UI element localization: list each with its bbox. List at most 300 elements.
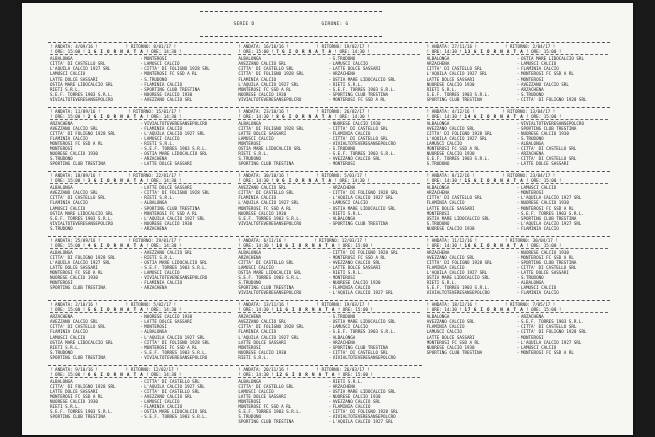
separator: -: [140, 146, 143, 152]
home-team: ALBALONGA: [426, 120, 450, 126]
round-box: [425, 300, 610, 364]
round-title-line: ! ORE: 14:30 ! 10 G I O R N A T A ! ORE: 15:00 !: [238, 243, 419, 249]
home-team: SPORTING CLUB TRESTINA: [50, 161, 106, 167]
home-team: S.TRUDONO: [50, 349, 73, 355]
away-team: SPORTING CLUB TRESTINA: [520, 125, 577, 131]
home-team: CITTA' DI FOLIGNO 1928 SRL: [426, 130, 493, 136]
away-team: LATTE DOLCE SASSARI: [144, 185, 193, 191]
round-dates-line: ! ANDATA: 4/12/16 ! ! RITORNO: 13/04/17 !: [426, 108, 556, 114]
home-team: NUORESE CALCIO 1930: [238, 349, 287, 355]
away-team: MONTEROSI FC SSD A RL: [144, 344, 198, 350]
separator: -: [328, 280, 332, 286]
away-team: LATTE DOLCE SASSARI: [332, 264, 381, 270]
separator: -: [140, 409, 143, 415]
giornata-label: G I O R N A T A: [93, 49, 144, 55]
round-number: 13: [464, 49, 472, 55]
away-team: CITTA' DI FOLIGNO 1928 SRL: [332, 249, 399, 255]
round-title-line: ! ORE: 14:30 ! 16 G I O R N A T A ! ORE: 15:00 !: [427, 243, 608, 249]
away-team: S.TRUDONO: [332, 146, 356, 152]
away-team: ARZACHENA: [520, 151, 544, 157]
away-team: SPORTING CLUB TRESTINA: [332, 220, 389, 226]
separator: -: [516, 205, 520, 211]
round-number: 17: [464, 307, 472, 313]
away-team: LAMUSCI CALCIO: [144, 135, 180, 141]
home-team: OSTIA MARE LIDOCALCIO SRL: [238, 146, 302, 152]
away-team: MONTEROSI FC SSD A RL: [520, 349, 574, 355]
away-team: LAMUSCI CALCIO: [332, 61, 368, 67]
home-team: NUORESE CALCIO 1930: [426, 151, 475, 157]
separator: -: [328, 96, 332, 102]
round-title-line: ! ORE: 15:00 ! 1 G I O R N A T A ! ORE: 14:30 !: [50, 49, 231, 55]
away-team: CITTA' DI CASTELLO SRL: [144, 378, 200, 384]
away-team: LAMUSCI CALCIO: [144, 270, 180, 276]
separator: -: [516, 76, 520, 82]
away-team: RIETI S.R.L.: [332, 210, 363, 216]
separator: -: [328, 275, 332, 281]
away-team: ALBALONGA: [332, 215, 356, 221]
home-team: ALBALONGA: [50, 249, 73, 255]
andata-date: 27/11/16: [451, 44, 473, 49]
away-team: RIETI S.R.L.: [144, 254, 175, 260]
away-team: FLAMINIA CALCIO: [332, 130, 371, 136]
away-team: MONTEROSI FC SSD A RL: [144, 71, 198, 77]
home-team: RIETI S.R.L.: [426, 280, 457, 286]
separator: -: [516, 264, 520, 270]
home-team: CITTA' DI FOLIGNO 1928 SRL: [426, 259, 493, 265]
home-team: ARZACHENA: [426, 190, 450, 196]
away-team: S.E.F. TORRES 1903 S.R.L.: [144, 146, 208, 152]
andata-date: 4/12/16: [451, 108, 470, 114]
schedule-page: [22, 3, 633, 435]
round-box: [236, 42, 421, 106]
round-box: [236, 171, 421, 235]
separator: -: [140, 185, 143, 191]
away-team: CITTA' DI CASTELLO SRL: [332, 349, 389, 355]
home-team: S.TRUDONO: [238, 414, 262, 420]
home-team: LATTE DOLCE SASSARI: [50, 76, 98, 82]
away-team: VIVIALTOTEVERESANSEPOLCRO: [332, 414, 396, 420]
round-number: 5: [87, 307, 92, 313]
away-team: LAMUSCI CALCIO: [144, 61, 180, 67]
away-team: FLAMINIA CALCIO: [144, 81, 183, 87]
separator: -: [516, 81, 520, 87]
away-team: ARZACHENA: [144, 225, 167, 231]
away-team: OSTIA MARE LIDOCALCIO SRL: [332, 319, 396, 325]
separator: -: [328, 215, 332, 221]
ritorno-date: 15/01/17: [155, 108, 177, 114]
away-team: NUORESE CALCIO 1930: [144, 220, 193, 226]
match-row: [427, 350, 608, 355]
separator: -: [328, 220, 332, 226]
separator: -: [328, 285, 332, 291]
home-team: RIETI S.R.L.: [426, 86, 457, 92]
ore-andata: 15:00: [67, 242, 81, 248]
round-box: [236, 365, 421, 429]
round-box: [425, 107, 610, 171]
away-team: CITTA' DI CASTELLO SRL: [520, 156, 577, 162]
separator: -: [140, 61, 143, 67]
separator: -: [328, 190, 332, 196]
away-team: AVEZZANO CALCIO SRL: [332, 399, 381, 405]
away-team: ARZACHENA: [332, 383, 356, 389]
andata-date: 16/10/16: [263, 44, 284, 49]
round-dates-line: ! ANDATA: 4/09/16 ! ! RITORNO: 8/01/17 !: [50, 44, 177, 49]
home-team: NUORESE CALCIO 1930: [426, 81, 475, 87]
separator: -: [140, 275, 143, 281]
home-team: MONTEROSI FC SSD A RL: [238, 86, 292, 92]
home-team: SPORTING CLUB TRESTINA: [238, 285, 294, 291]
round-box: [48, 171, 233, 235]
round-box: [236, 300, 421, 364]
separator: -: [140, 200, 143, 206]
separator: -: [328, 319, 332, 325]
home-team: AVEZZANO CALCIO SRL: [50, 319, 98, 325]
andata-date: 6/11/16: [263, 237, 282, 243]
home-team: S.E.F. TORRES 1903 S.R.L.: [238, 409, 302, 415]
home-team: S.E.F. TORRES 1903 S.R.L.: [426, 285, 490, 291]
round-title-line: ! ORE: 14:30 ! 13 G I O R N A T A ! ORE: 15:00 !: [427, 49, 608, 55]
round-box: [425, 171, 610, 235]
home-team: MONTEROSI FC SSD A RL: [238, 205, 292, 211]
round-box: [48, 42, 233, 106]
away-team: NUORESE CALCIO 1930: [332, 120, 381, 126]
home-team: ALBALONGA: [50, 56, 73, 62]
away-team: MONTEROSI FC SSD A RL: [520, 254, 574, 260]
separator: -: [140, 324, 143, 330]
andata-date: 11/09/16: [75, 108, 96, 114]
home-team: FLAMINIA CALCIO: [426, 200, 465, 206]
match-row: [238, 161, 419, 166]
serie-label: SERIE D: [233, 21, 255, 27]
home-team: AVEZZANO CALCIO SRL: [50, 125, 98, 131]
away-team: OSTIA MARE LIDOCALCIO SRL: [520, 56, 584, 62]
away-team: S.E.F. TORRES 1903 S.R.L.: [332, 86, 396, 92]
separator: -: [516, 91, 520, 97]
separator: -: [516, 254, 520, 260]
home-team: MONTEROSI: [426, 210, 450, 216]
home-team: NUORESE CALCIO 1930: [50, 275, 98, 281]
round-number: 11: [276, 307, 283, 313]
away-team: RIETI S.R.L.: [332, 81, 363, 87]
andata-date: 8/12/16: [451, 173, 470, 178]
separator: -: [516, 141, 520, 147]
away-team: CITTA' DI FOLIGNO 1928 SRL: [332, 190, 399, 196]
match-row: [238, 221, 419, 226]
home-team: VIVIALTOTEVERESANSEPOLCRO: [238, 220, 302, 226]
ore-andata: 15:00: [256, 49, 269, 55]
andata-date: 11/12/16: [451, 237, 473, 243]
home-team: S.TRUDONO: [50, 225, 73, 231]
away-team: OSTIA MARE LIDOCALCIO SRL: [332, 388, 396, 394]
home-team: L'AQUILA CALCIO 1927 SRL: [426, 270, 488, 276]
separator: -: [516, 125, 520, 131]
separator: -: [140, 141, 143, 147]
home-team: MONTEROSI: [50, 146, 73, 152]
separator: -: [140, 314, 143, 320]
home-team: AVEZZANO CALCIO SRL: [426, 319, 475, 325]
away-team: S.E.F. TORRES 1903 S.R.L.: [144, 414, 208, 420]
home-team: S.TRUDONO: [426, 220, 450, 226]
round-number: 4: [87, 242, 92, 248]
away-team: L'AQUILA CALCIO 1927 SRL: [520, 220, 582, 226]
ore-andata: 14:30: [444, 307, 457, 313]
separator: -: [516, 71, 520, 77]
andata-date: 18/09/16: [75, 173, 96, 178]
separator: -: [328, 329, 332, 335]
separator: -: [328, 210, 332, 216]
separator: -: [328, 249, 332, 255]
separator: -: [328, 393, 332, 399]
ritorno-date: 19/02/17: [344, 44, 365, 49]
home-team: LATTE DOLCE SASSARI: [238, 339, 287, 345]
home-team: MONTEROSI FC SSD A RL: [238, 404, 292, 410]
home-team: FLAMINIA CALCIO: [50, 329, 88, 335]
giornata-label: G I O R N A T A: [285, 307, 336, 313]
home-team: LATTE DOLCE SASSARI: [426, 205, 475, 211]
away-team: SPORTING CLUB TRESTINA: [332, 91, 389, 97]
away-team: CITTA' DI CASTELLO SRL: [520, 146, 577, 152]
home-team: ARZACHENA: [426, 249, 450, 255]
match-row: [50, 285, 231, 290]
separator: -: [328, 200, 332, 206]
away-team: LAMUSCI CALCIO: [332, 324, 368, 330]
separator: -: [140, 344, 143, 350]
separator: -: [328, 270, 332, 276]
away-team: LAMUSCI CALCIO: [520, 185, 557, 191]
home-team: SPORTING CLUB TRESTINA: [50, 414, 106, 420]
away-team: SPORTING CLUB TRESTINA: [520, 215, 577, 221]
home-team: FLAMINIA CALCIO: [50, 200, 88, 206]
away-team: MONTEROSI FC SSD A RL: [520, 71, 574, 77]
ore-ritorno: 14:30: [163, 178, 177, 184]
round-dates-line: ! ANDATA: 13/11/16 ! ! RITORNO: 19/03/17 !: [238, 302, 370, 307]
home-team: FLAMINIA CALCIO: [238, 76, 277, 82]
giornata-label: G I O R N A T A: [285, 242, 336, 248]
away-team: S.TRUDONO: [520, 275, 544, 281]
away-team: MONTEROSI FC SSD A RL: [332, 96, 386, 102]
home-team: LATTE DOLCE SASSARI: [238, 130, 287, 136]
round-dates-line: ! ANDATA: 18/12/16 ! ! RITORNO: 7/05/17 !: [426, 302, 556, 307]
separator: -: [328, 161, 332, 167]
home-team: OSTIA MARE LIDOCALCIO SRL: [50, 81, 114, 87]
ore-andata: 14:30: [256, 307, 269, 313]
home-team: OSTIA MARE LIDOCALCIO SRL: [426, 275, 490, 281]
away-team: ARZACHENA: [144, 156, 167, 162]
away-team: S.TRUDONO: [520, 91, 544, 97]
home-team: S.TRUDONO: [238, 280, 262, 286]
round-number: 15: [464, 178, 472, 184]
away-team: OSTIA MARE LIDOCALCIO SRL: [144, 151, 208, 157]
away-team: OSTIA MARE LIDOCALCIO SRL: [332, 205, 396, 211]
away-team: VIVIALTOTEVERESANSEPOLCRO: [520, 120, 584, 126]
separator: -: [328, 120, 332, 126]
away-team: FLAMINIA CALCIO: [332, 404, 371, 410]
away-team: VIVIALTOTEVERESANSEPOLCRO: [144, 275, 208, 281]
away-team: ARZACHENA: [332, 339, 356, 345]
round-number: 8: [276, 113, 280, 119]
away-team: S.E.F. TORRES 1903 S.R.L.: [144, 264, 208, 270]
ritorno-date: 12/03/17: [341, 237, 362, 243]
separator: -: [328, 378, 332, 384]
away-team: ALBALONGA: [144, 329, 167, 335]
giornata-label: G I O R N A T A: [473, 178, 524, 184]
away-team: LAMUSCI CALCIO: [520, 344, 557, 350]
home-team: CITTA' DI CASTELLO SRL: [50, 324, 106, 330]
andata-date: 2/10/16: [75, 302, 93, 307]
away-team: S.E.F. TORRES 1903 S.R.L.: [332, 151, 396, 157]
home-team: ALBALONGA: [238, 120, 262, 126]
away-team: L'AQUILA CALCIO 1927 SRL: [144, 215, 205, 221]
ore-ritorno: 15:00: [355, 242, 369, 248]
home-team: CITTA' DI FOLIGNO 1928 SRL: [238, 71, 304, 77]
ritorno-date: 30/04/17: [532, 237, 553, 243]
giornata-label: G I O R N A T A: [473, 113, 524, 119]
round-number: 14: [464, 113, 472, 119]
andata-date: 18/12/16: [451, 302, 473, 307]
home-team: NUORESE CALCIO 1930: [426, 344, 475, 350]
giornata-label: G I O R N A T A: [473, 242, 524, 248]
away-team: AVEZZANO CALCIO SRL: [144, 249, 193, 255]
away-team: S.TRUDONO: [332, 56, 356, 62]
ore-ritorno: 15:00: [543, 49, 557, 55]
away-team: FLAMINIA CALCIO: [144, 125, 183, 131]
separator: -: [140, 156, 143, 162]
home-team: L'AQUILA CALCIO 1927 SRL: [238, 200, 299, 206]
away-team: ALBALONGA: [520, 141, 544, 147]
separator: -: [140, 225, 143, 231]
away-team: VIVIALTOTEVERESANSEPOLCRO: [144, 354, 208, 360]
ore-ritorno: 15:00: [355, 371, 369, 377]
home-team: AVEZZANO CALCIO SRL: [50, 190, 98, 196]
separator: -: [516, 259, 520, 265]
home-team: AVEZZANO CALCIO SRL: [238, 185, 287, 191]
home-team: LAMUSCI CALCIO: [426, 141, 462, 147]
away-team: OSTIA MARE LIDOCALCIO SRL: [144, 409, 208, 415]
giornata-label: G I O R N A T A: [473, 307, 524, 313]
round-title-line: ! ORE: 15:00 ! 6 G I O R N A T A ! ORE: 14:30 !: [50, 372, 231, 378]
away-team: FLAMINIA CALCIO: [332, 285, 371, 291]
round-box: [48, 365, 233, 429]
round-dates-line: ! ANDATA: 27/11/16 ! ! RITORNO: 2/04/17 !: [426, 44, 556, 49]
away-team: LAMUSCI CALCIO: [520, 285, 557, 291]
ritorno-date: 5/02/17: [153, 302, 172, 307]
separator: -: [140, 393, 143, 399]
away-team: FLAMINIA CALCIO: [520, 225, 559, 231]
separator: -: [516, 275, 520, 281]
separator: -: [328, 130, 332, 136]
match-row: [238, 290, 419, 295]
home-team: CITTA' DI FOLIGNO 1928 SRL: [50, 130, 116, 136]
home-team: LATTE DOLCE SASSARI: [238, 393, 287, 399]
separator: -: [516, 161, 520, 167]
round-number: 3: [87, 178, 92, 184]
home-team: SPORTING CLUB TRESTINA: [426, 349, 483, 355]
home-team: S.TRUDONO: [238, 156, 262, 162]
round-dates-line: ! ANDATA: 25/09/16 ! ! RITORNO: 29/01/17 !: [50, 237, 182, 243]
ore-andata: 15:00: [67, 371, 81, 377]
separator: -: [328, 66, 332, 72]
away-team: AVEZZANO CALCIO SRL: [520, 81, 569, 87]
separator: -: [140, 329, 143, 335]
separator: -: [328, 86, 332, 92]
away-team: L'AQUILA CALCIO 1927 SRL: [520, 339, 582, 345]
separator: -: [328, 324, 332, 330]
separator: -: [516, 215, 520, 221]
away-team: MONTEROSI: [520, 190, 544, 196]
separator: -: [516, 146, 520, 152]
giornata-label: G I O R N A T A: [93, 113, 144, 119]
away-team: LATTE DOLCE SASSARI: [332, 66, 381, 72]
separator: -: [140, 249, 143, 255]
away-team: MONTEROSI: [144, 324, 167, 330]
home-team: CITTA' DI CASTELLO SRL: [426, 195, 483, 201]
away-team: CITTA' DI FOLIGNO 1928 SRL: [520, 329, 587, 335]
away-team: LATTE DOLCE SASSARI: [144, 161, 193, 167]
separator: -: [140, 76, 143, 82]
separator: -: [328, 339, 332, 345]
round-dates-line: ! ANDATA: 8/12/16 ! ! RITORNO: 23/04/17 !: [426, 173, 556, 178]
separator: -: [140, 404, 143, 410]
away-team: L'AQUILA CALCIO 1927 SRL: [144, 130, 205, 136]
home-team: CITTA' DI FOLIGNO 1928 SRL: [238, 324, 304, 330]
match-row: [238, 355, 419, 360]
home-team: MONTEROSI FC SSD A RL: [50, 270, 103, 276]
ore-ritorno: 15:00: [543, 113, 557, 119]
home-team: LAMUSCI CALCIO: [238, 264, 274, 270]
home-team: SPORTING CLUB TRESTINA: [426, 96, 483, 102]
ritorno-date: 19/03/17: [344, 302, 365, 307]
home-team: S.E.F. TORRES 1903 S.R.L.: [238, 275, 302, 281]
separator: -: [140, 71, 143, 77]
separator: -: [516, 195, 520, 201]
ore-andata: 14:30: [444, 49, 457, 55]
separator: -: [516, 249, 520, 255]
away-team: AVEZZANO CALCIO SRL: [332, 259, 381, 265]
away-team: RIETI S.R.L.: [144, 141, 175, 147]
ore-ritorno: 15:00: [543, 178, 557, 184]
giornata-label: G I O R N A T A: [93, 371, 144, 377]
separator: -: [328, 334, 332, 340]
separator: -: [328, 409, 332, 415]
away-team: FLAMINIA CALCIO: [520, 290, 559, 296]
home-team: SPORTING CLUB TRESTINA: [238, 419, 294, 425]
away-team: MONTEROSI: [332, 275, 356, 281]
home-team: MONTEROSI: [238, 344, 262, 350]
separator: -: [140, 66, 143, 72]
away-team: CITTA' DI CASTELLO SRL: [332, 135, 389, 141]
separator: -: [516, 314, 520, 320]
ore-andata: 14:30: [444, 178, 457, 184]
ore-ritorno: 14:30: [163, 242, 177, 248]
separator: -: [328, 56, 332, 62]
round-box: [48, 107, 233, 171]
home-team: CITTA' DI CASTELLO SRL: [50, 195, 106, 201]
home-team: MONTEROSI FC SSD A RL: [50, 393, 103, 399]
away-team: ARZACHENA: [520, 314, 544, 320]
home-team: MONTEROSI: [50, 280, 73, 286]
ore-ritorno: 14:30: [163, 49, 177, 55]
ore-andata: 15:00: [67, 49, 81, 55]
home-team: NUORESE CALCIO 1930: [426, 225, 475, 231]
home-team: SPORTING CLUB TRESTINA: [238, 161, 294, 167]
separator: -: [328, 185, 332, 191]
home-team: CITTA' DI CASTELLO SRL: [50, 61, 106, 67]
away-team: NUORESE CALCIO 1930: [332, 393, 381, 399]
page-header: [200, 11, 382, 37]
separator: -: [328, 146, 332, 152]
separator: -: [516, 96, 520, 102]
home-team: FLAMINIA CALCIO: [238, 195, 277, 201]
